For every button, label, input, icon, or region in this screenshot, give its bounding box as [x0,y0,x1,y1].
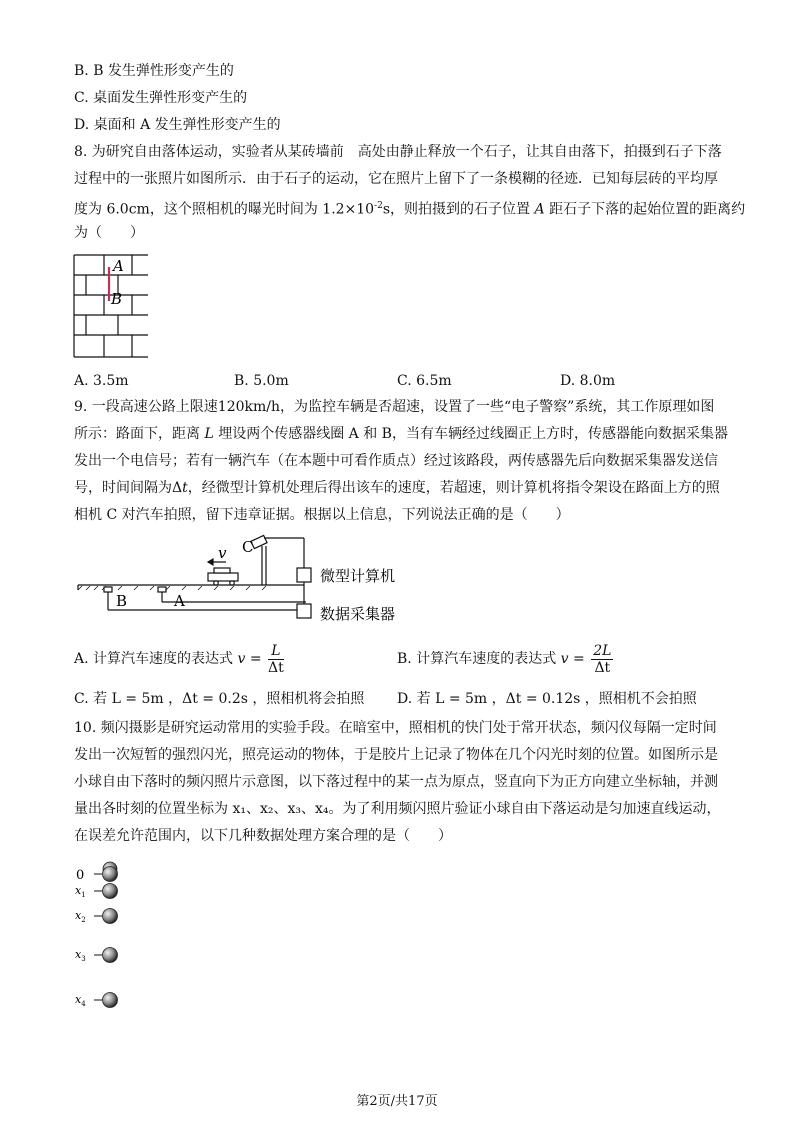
label-x2: $x_2$ [75,909,86,924]
q8-option-c: C. 6.5m [397,373,452,389]
q9-option-b: B. 计算汽车速度的表达式 v = $\frac{2L}{\Delta t}$ [397,642,612,676]
ball [103,993,118,1008]
q9-option-a: A. 计算汽车速度的表达式 v = $\frac{L}{\Delta t}$ [74,642,284,676]
q8-option-b: B. 5.0m [234,373,289,389]
label-sensor-b: B [116,592,128,610]
q9-line5: 相机 C 对汽车拍照，留下违章证据。根据以上信息，下列说法正确的是（ ） [74,507,570,523]
label-collector: 数据采集器 [320,605,396,623]
q7-option-b: B. B 发生弹性形变产生的 [74,63,234,79]
label-camera-c: C [242,538,254,556]
q9-option-c: C. 若 L = 5m ，Δt = 0.2s ，照相机将会拍照 [74,691,365,707]
q8-line1: 8. 为研究自由落体运动，实验者从某砖墙前 高处由静止释放一个石子，让其自由落下，拍摄到石子下落 [74,144,722,160]
label-computer: 微型计算机 [320,567,396,585]
label-x3: $x_3$ [75,948,86,963]
q7-option-c: C. 桌面发生弹性形变产生的 [74,90,248,106]
q7-option-d: D. 桌面和 A 发生弹性形变产生的 [74,117,281,133]
page-footer: 第2页/共17页 [356,1094,438,1109]
q10-line1: 10. 频闪摄影是研究运动常用的实验手段。在暗室中，照相机的快门处于常开状态，频闪仪每隔一定时间 [74,720,717,736]
q9-option-d: D. 若 L = 5m ，Δt = 0.12s ，照相机不会拍照 [397,691,697,707]
q10-line3: 小球自由下落时的频闪照片示意图，以下落过程中的某一点为原点，竖直向下为正方向建立坐标轴，并测 [74,774,718,790]
label-x1: $x_1$ [75,884,86,899]
q9-line4: 号，时间间隔为Δt，经微型计算机处理后得出该车的速度，若超速，则计算机将指令架设在路面上方的照 [74,480,720,496]
q8-brick-wall-figure [72,251,150,365]
label-origin: 0 [76,868,85,883]
ball [103,909,118,924]
q9-line2: 所示：路面下，距离 L 埋设两个传感器线圈 A 和 B，当有车辆经过线圈正上方时，传感器能向数据采集器 [74,426,728,442]
q10-line2: 发出一次短暂的强烈闪光，照亮运动的物体，于是胶片上记录了物体在几个闪光时刻的位置。如图所示是 [74,747,718,763]
q10-line4: 量出各时刻的位置坐标为 x₁、x₂、x₃、x₄。为了利用频闪照片验证小球自由下落运动是匀加速直线运动， [74,801,721,817]
label-x4: $x_4$ [75,993,86,1008]
q8-option-a: A. 3.5m [74,373,129,389]
label-b: B [111,290,123,308]
q10-strobe-photo-figure [72,856,132,1016]
label-sensor-a: A [174,592,185,610]
q9-line1: 9. 一段高速公路上限速120km/h，为监控车辆是否超速，设置了一些“电子警察”系统，其工作原理如图 [74,399,715,415]
q9-line3: 发出一个电信号；若有一辆汽车（在本题中可看作质点）经过该路段，两传感器先后向数据采集器发送信 [74,453,718,469]
label-a: A [113,257,124,275]
q8-line4: 为（ ） [74,225,144,241]
q8-line2: 过程中的一张照片如图所示．由于石子的运动，它在照片上留下了一条模糊的径迹．已知每层砖的平均厚 [74,171,718,187]
ball [103,948,118,963]
ball [103,867,118,882]
label-v: v [218,544,227,562]
q8-option-d: D. 8.0m [560,373,616,389]
ball [103,884,118,899]
q10-line5: 在误差允许范围内，以下几种数据处理方案合理的是（ ） [74,828,452,844]
q9-road-sensor-figure [76,528,416,632]
q8-line3: 度为 6.0cm，这个照相机的曝光时间为 $1.2\times 10^{-2}s$，则拍摄到的石子位置 A 距石子下落的起始位置的距离约 [74,201,746,218]
